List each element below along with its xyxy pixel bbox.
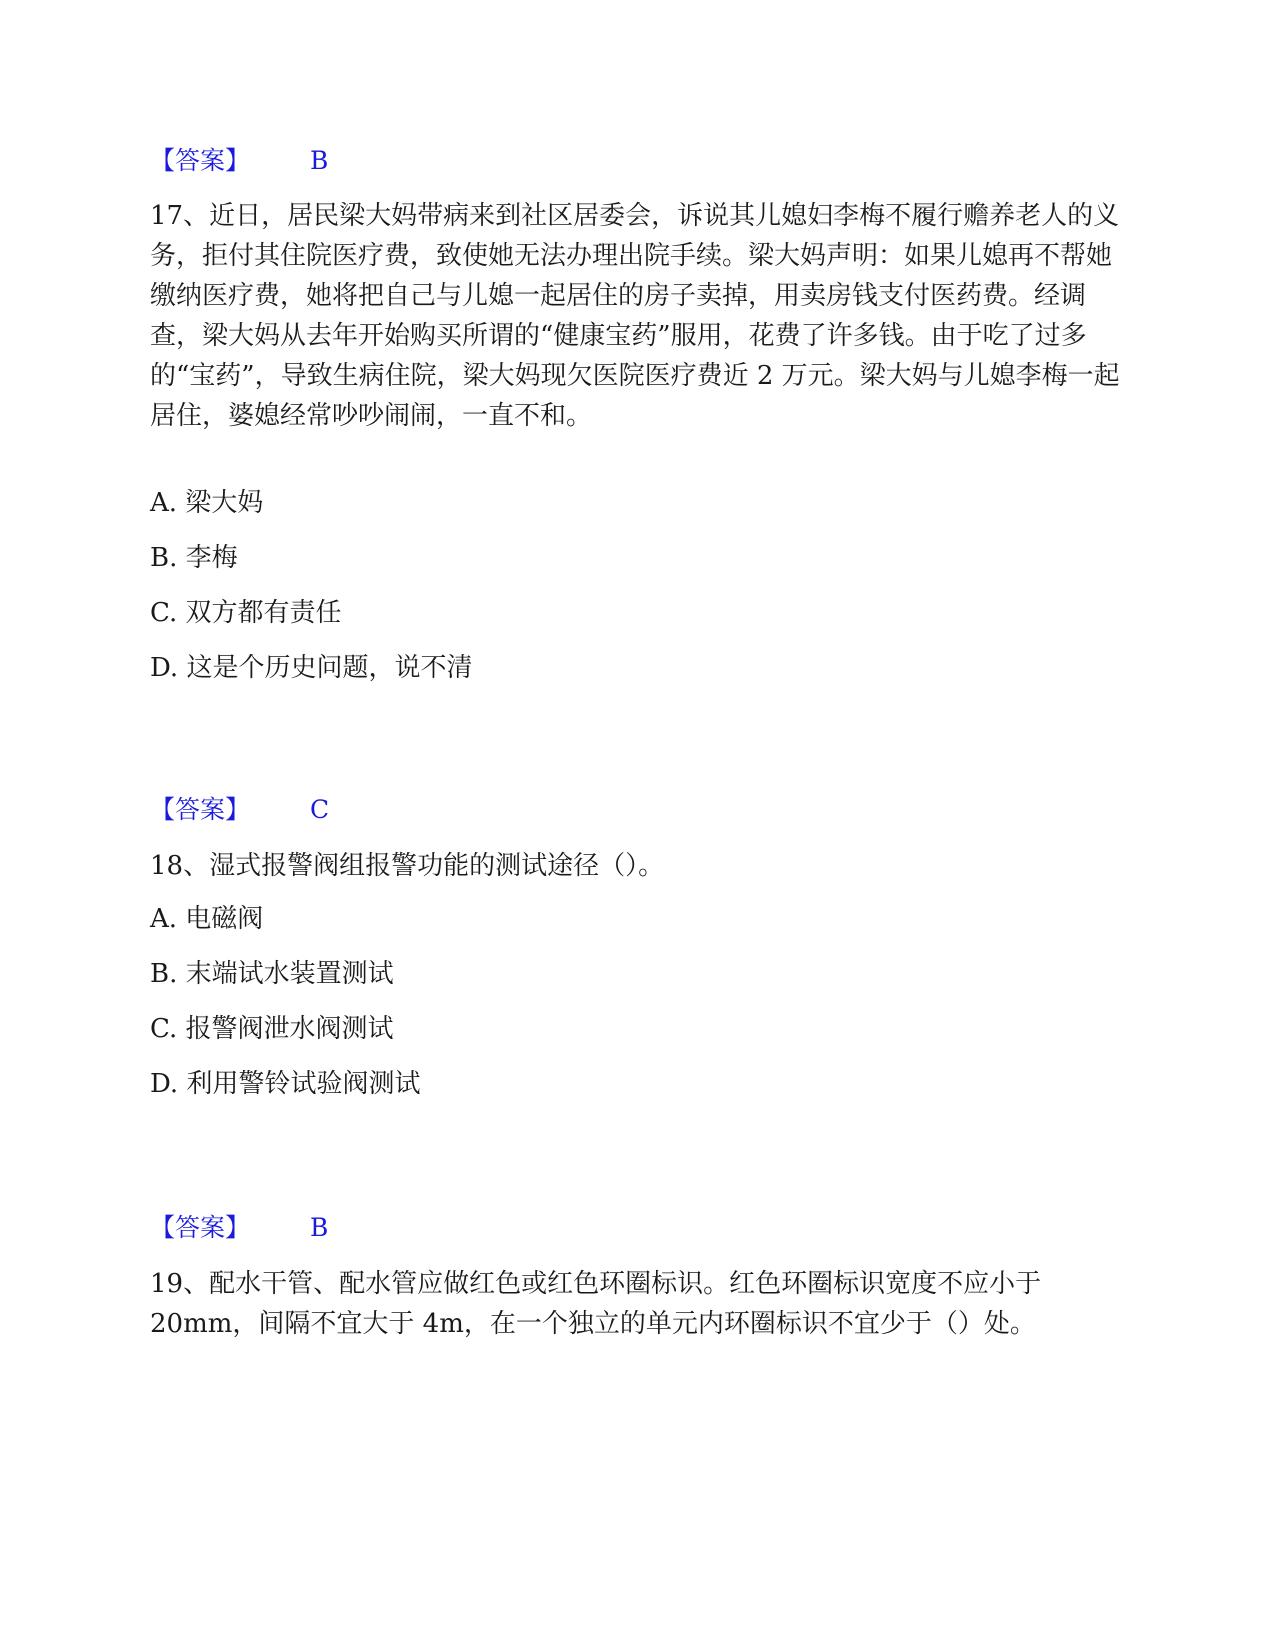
- answer-row-1: [150, 144, 1120, 178]
- answer-value: C: [310, 795, 330, 824]
- answer-row-3: [150, 1211, 1120, 1245]
- option-c: C. 报警阀泄水阀测试: [150, 1014, 394, 1044]
- question-18: [150, 846, 1120, 886]
- answer-label: 【答案】: [150, 795, 251, 824]
- question-19: [150, 1264, 1120, 1344]
- question-stem: 17、近日，居民梁大妈带病来到社区居委会，诉说其儿媳妇李梅不履行赡养老人的义务，拒付其住院医疗费，致使她无法办理出院手续。梁大妈声明：如果儿媳再不帮她缴纳医疗费，她将把自己与儿媳一起居住的房子卖掉，用卖房钱支付医药费。经调查，梁大妈从去年开始购买所谓的“健康宝药”服用，花费了许多钱。由于吃了过多的“宝药”，导致生病住院，梁大妈现欠医院医疗费近 2 万元。梁大妈与儿媳李梅一起居住，婆媳经常吵吵闹闹，一直不和。: [150, 201, 1120, 431]
- option-d: D. 利用警铃试验阀测试: [150, 1069, 421, 1099]
- answer-value: B: [310, 1213, 329, 1242]
- option-c: C. 双方都有责任: [150, 598, 342, 628]
- answer-label: 【答案】: [150, 1213, 251, 1242]
- option-a: A. 电磁阀: [150, 904, 264, 934]
- answer-label: 【答案】: [150, 146, 251, 175]
- option-d: D. 这是个历史问题，说不清: [150, 653, 473, 683]
- question-stem: 19、配水干管、配水管应做红色或红色环圈标识。红色环圈标识宽度不应小于 20mm，间隔不宜大于 4m，在一个独立的单元内环圈标识不宜少于（）处。: [150, 1269, 1042, 1339]
- question-17: [150, 196, 1120, 436]
- option-a: A. 梁大妈: [150, 488, 264, 518]
- answer-row-2: [150, 793, 1120, 827]
- option-b: B. 末端试水装置测试: [150, 959, 394, 989]
- answer-value: B: [310, 146, 329, 175]
- option-b: B. 李梅: [150, 543, 238, 573]
- question-stem: 18、湿式报警阀组报警功能的测试途径（）。: [150, 851, 665, 881]
